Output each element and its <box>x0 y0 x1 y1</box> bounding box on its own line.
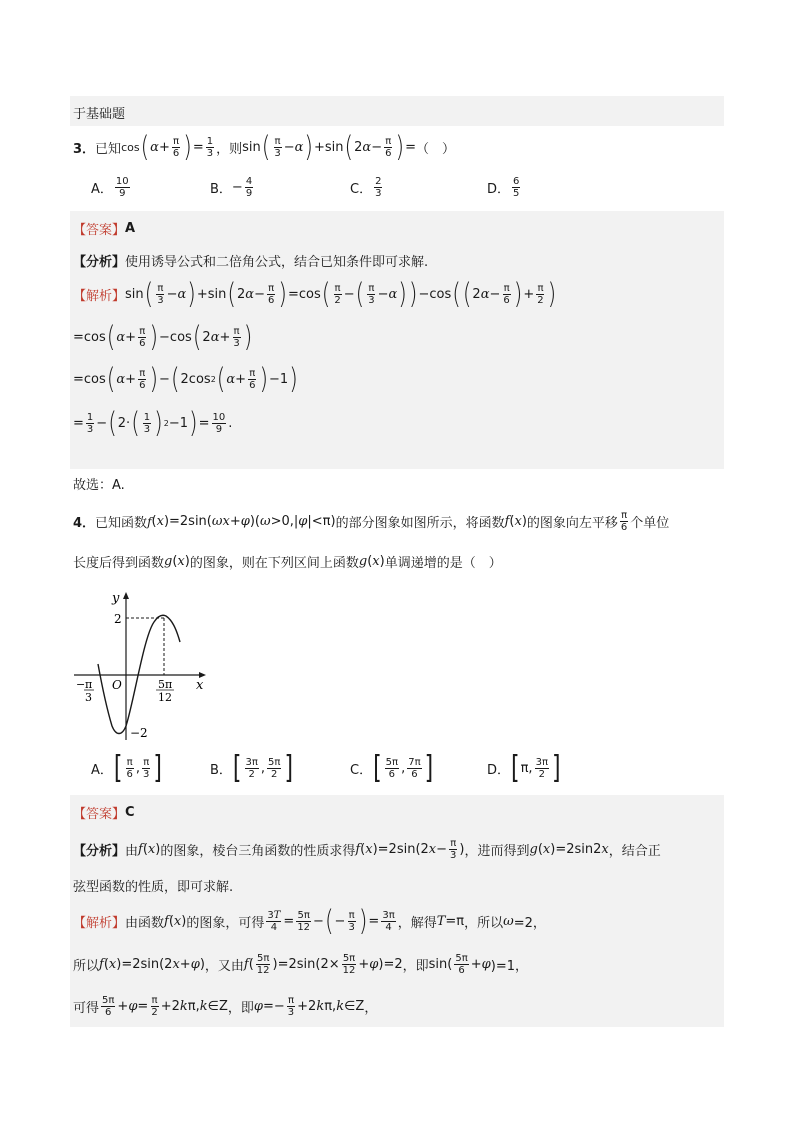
shade-header <box>70 96 724 126</box>
q3-stem-prefix: 已知 <box>95 142 122 157</box>
q3-conclusion <box>73 474 125 493</box>
q4-answer <box>73 803 135 822</box>
y-axis-label: y <box>112 591 120 606</box>
q3-stem: 3． 已知 cos ( α + $\frac{\pi}{6}$ ) = $\frac{1}{3}$ ，则 sin ( $\frac{\pi}{3}$ − α ) +sin ( 2 α − $\frac{\pi}{6}$ ) = （ ） <box>73 130 455 164</box>
q4-option-a[interactable]: A． [ $\frac{\pi}{6}$ , $\frac{\pi}{3}$ ] <box>91 750 162 786</box>
q3-answer <box>73 219 135 238</box>
q4-solution-label: 【解析】 <box>73 916 126 931</box>
q3-number: 3． <box>73 142 96 157</box>
x-axis-label: x <box>196 678 204 693</box>
q3-answer-value: A <box>125 221 136 236</box>
y-max-label: 2 <box>114 612 122 626</box>
q4-option-c[interactable]: C． [ $\frac{5\pi}{6}$ , $\frac{7\pi}{6}$ ] <box>350 750 434 786</box>
y-axis-arrow <box>123 592 129 599</box>
q4-answer-label: 【答案】 <box>73 807 126 822</box>
header-tail-text: 于基础题 <box>73 107 126 122</box>
x-left-minus: − <box>76 678 86 691</box>
x-left-den: 3 <box>85 691 92 704</box>
q3-analysis <box>73 251 428 270</box>
q4-option-b[interactable]: B． [ $\frac{3\pi}{2}$ , $\frac{5\pi}{2}$ ] <box>210 750 294 786</box>
q4-solution-line-2: 所以 f ( x )=2sin(2 x + φ ) ，又由 f ( $\frac{5\pi}{12}$ )=2sin(2× $\frac{5\pi}{12}$ + φ )=2 ，即 sin( $\frac{5\pi}{6}$ + φ )=1， <box>73 953 529 976</box>
q4-solution-line-3: 可得 $\frac{5\pi}{6}$ + φ = $\frac{\pi}{2}$ +2 k π, k ∈Z ，即 φ =− $\frac{\pi}{3}$ +2 k π, k ∈Z ， <box>73 995 378 1018</box>
q4-analysis-line-2: 弦型函数的性质，即可求解. <box>73 880 234 895</box>
q3-solution-label: 【解析】 <box>73 289 126 304</box>
q4-function-graph <box>70 586 215 746</box>
x-right-den: 12 <box>158 691 172 704</box>
q3-solution-line-2: =cos ( α + $\frac{\pi}{6}$ ) −cos ( 2 α + $\frac{\pi}{3}$ ) <box>73 320 253 354</box>
q4-stem-line-1: 4． 已知函数 f ( x )=2sin( ωx + φ )( ω >0,| φ |<π) 的部分图象如图所示，将函数 f ( x ) 的图象向左平移 $\frac{\pi}{6}$ 个单位 <box>73 510 670 533</box>
q4-analysis-label: 【分析】 <box>73 844 126 859</box>
x-left-num: π <box>85 678 93 691</box>
q3-option-b[interactable]: B． − $\frac{4}{9}$ <box>210 176 253 199</box>
q3-conclusion-text: 故选：A. <box>73 478 125 493</box>
q3-solution-line-1: 【解析】 sin ( $\frac{\pi}{3}$ − α ) +sin ( 2 α − $\frac{\pi}{6}$ ) =cos ( $\frac{\pi}{2}$ − ( $\frac{\pi}{3}$ − α ) ) −cos ( ( 2 α − $\frac{\pi}{6}$ ) + $\frac{\pi}{2}$ ) <box>73 277 557 311</box>
q3-answer-label: 【答案】 <box>73 223 126 238</box>
q3-option-d[interactable]: D． $\frac{6}{5}$ <box>487 176 520 199</box>
q3-stem-mid: ，则 <box>216 142 243 157</box>
q4-answer-value: C <box>125 805 135 820</box>
y-min-label: −2 <box>130 726 148 740</box>
origin-label: O <box>112 678 122 692</box>
q3-option-c[interactable]: C． $\frac{2}{3}$ <box>350 176 382 199</box>
q4-stem-line-2: 长度后得到函数 g ( x ) 的图象，则在下列区间上函数 g ( x ) 单调递增的是（ ） <box>73 554 502 571</box>
q3-solution-line-3: =cos ( α + $\frac{\pi}{6}$ ) − ( 2cos 2 ( α + $\frac{\pi}{6}$ ) −1 ) <box>73 362 298 396</box>
q4-analysis-line-1: 【分析】 由 f ( x ) 的图象，棱台三角函数的性质求得 f ( x )=2sin(2 x − $\frac{\pi}{3}$ ) ，进而得到 g ( x )=2sin2 x ，结合正 <box>73 838 661 861</box>
q3-analysis-text: 使用诱导公式和二倍角公式，结合已知条件即可求解. <box>125 255 429 270</box>
x-right-num: 5π <box>158 678 173 691</box>
q3-solution-line-4: = $\frac{1}{3}$ − ( 2· ( $\frac{1}{3}$ ) 2 −1 ) = $\frac{10}{9}$ . <box>73 406 233 440</box>
q3-stem-suffix: （ ） <box>415 142 455 157</box>
sine-curve <box>98 615 180 733</box>
q4-number: 4． <box>73 516 96 531</box>
q3-option-a[interactable]: A． $\frac{10}{9}$ <box>91 176 129 199</box>
q4-option-d[interactable]: D． [ π, $\frac{3\pi}{2}$ ] <box>487 750 561 786</box>
q4-solution-line-1: 【解析】 由函数 f ( x ) 的图象，可得 $\frac{3T}{4}$ = $\frac{5\pi}{12}$ − ( − $\frac{\pi}{3}$ ) = $\frac{3\pi}{4}$ ，解得 T =π ，所以 ω =2， <box>73 904 546 938</box>
q3-analysis-label: 【分析】 <box>73 255 126 270</box>
header-tail <box>73 103 125 122</box>
